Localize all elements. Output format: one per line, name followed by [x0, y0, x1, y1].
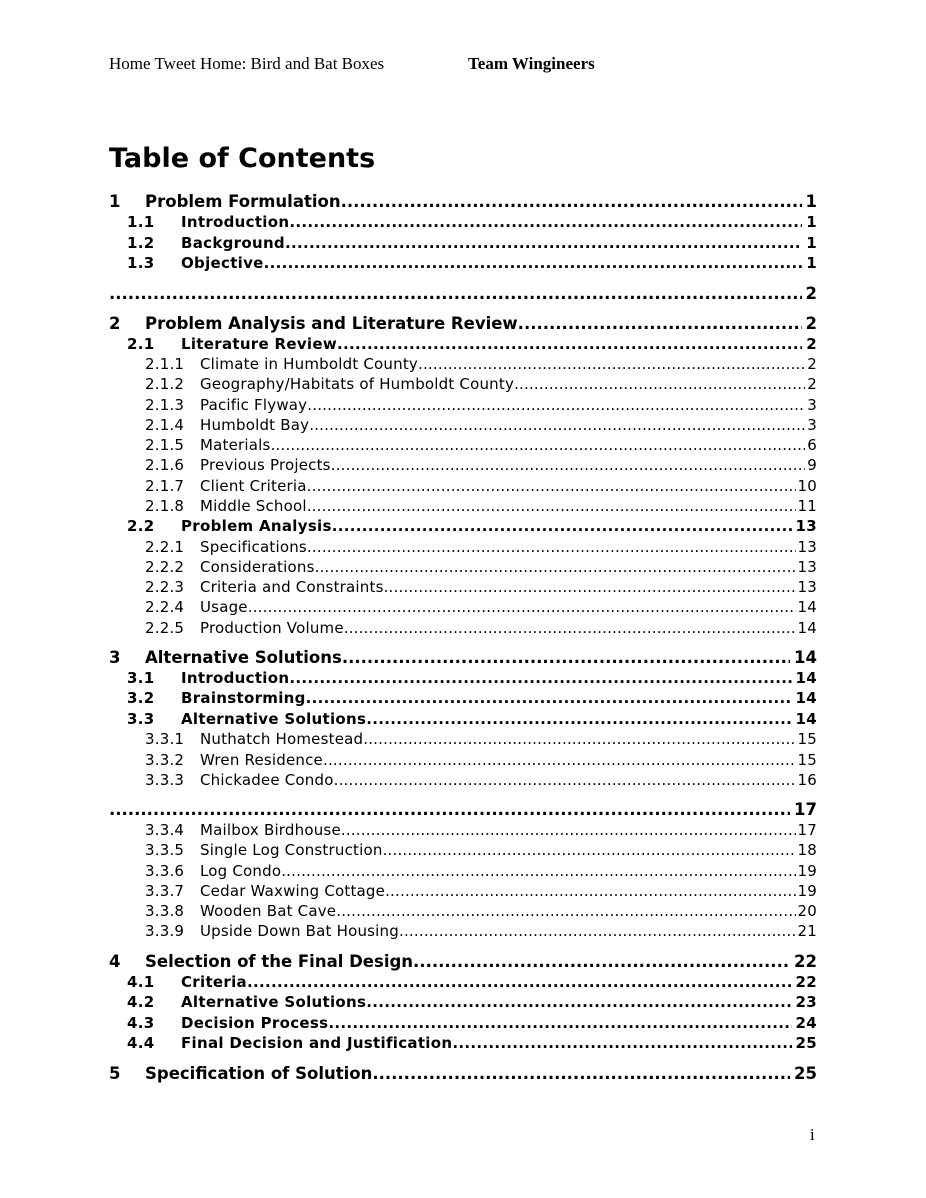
toc-entry[interactable] — [109, 1033, 817, 1054]
toc-entry[interactable] — [109, 455, 817, 475]
toc-entry-number: 1.2 — [127, 233, 155, 252]
toc-dot-leader — [342, 648, 790, 668]
toc-entry-number: 1.1 — [127, 213, 155, 231]
toc-entry-page: 24 — [795, 1013, 817, 1032]
toc-entry[interactable] — [109, 901, 817, 921]
toc-dot-leader — [366, 709, 791, 730]
toc-entry-page: 2 — [805, 313, 817, 333]
toc-dot-leader — [514, 374, 805, 394]
toc-entry-page: 15 — [797, 750, 817, 769]
toc-entry-page: 13 — [797, 557, 817, 576]
toc-entry[interactable] — [109, 921, 817, 941]
toc-entry-number: 3.2 — [127, 689, 155, 708]
toc-entry[interactable] — [109, 972, 817, 993]
toc-entry-number: 2 — [109, 313, 121, 333]
toc-entry-number: 2.1.8 — [145, 496, 185, 515]
toc-dot-leader — [452, 1033, 791, 1054]
toc-entry-title: Considerations — [200, 557, 315, 576]
toc-dot-leader — [309, 415, 805, 435]
toc-dot-leader — [341, 192, 802, 212]
toc-entry[interactable] — [109, 415, 817, 435]
toc-entry-page: 11 — [797, 496, 817, 515]
toc-entry-title: Introduction — [181, 668, 290, 687]
toc-entry-title: Selection of the Final Design — [145, 951, 414, 971]
toc-entry-title: Final Decision and Justification — [181, 1034, 453, 1052]
toc-entry-number: 2.2.5 — [145, 618, 185, 637]
toc-entry-title: Specification of Solution — [145, 1063, 373, 1083]
toc-entry-number: 2.2.1 — [145, 537, 185, 556]
toc-dot-leader — [307, 537, 796, 557]
toc-dot-leader — [306, 688, 792, 709]
toc-entry-title: Production Volume — [200, 618, 344, 637]
toc-dot-leader — [328, 1013, 791, 1034]
toc-entry-page: 10 — [797, 476, 817, 495]
header-team-name: Team Wingineers — [468, 54, 595, 73]
toc-dot-leader — [285, 233, 802, 254]
toc-entry[interactable] — [109, 688, 817, 709]
toc-entry-number: 3.3.7 — [145, 881, 185, 900]
toc-entry-title: Wren Residence — [200, 750, 323, 769]
toc-entry-title: Previous Projects — [200, 456, 331, 475]
toc-dot-leader — [337, 334, 802, 355]
toc-entry-page: 14 — [797, 618, 817, 637]
toc-entry[interactable] — [109, 648, 817, 668]
toc-entry-page: 14 — [795, 668, 817, 687]
toc-entry-page: 22 — [795, 972, 817, 991]
toc-entry-number: 2.2 — [127, 517, 155, 535]
toc-entry-title: Geography/Habitats of Humboldt County — [200, 375, 515, 394]
toc-entry-title: Usage — [200, 598, 248, 617]
toc-entry-page: 22 — [794, 951, 817, 971]
toc-dot-leader — [518, 314, 802, 334]
toc-entry-page: 13 — [797, 578, 817, 596]
toc-entry[interactable] — [109, 1013, 817, 1034]
toc-dot-leader — [372, 1064, 790, 1084]
toc-entry-page: 6 — [807, 436, 817, 454]
toc-entry-number: 3.3.3 — [145, 770, 185, 789]
toc-entry-page: 1 — [806, 213, 817, 231]
toc-dot-leader — [109, 800, 790, 820]
toc-entry-number: 3.3.1 — [145, 730, 185, 749]
toc-entry-title: Alternative Solutions — [181, 709, 367, 728]
toc-entry[interactable] — [109, 992, 817, 1013]
toc-dot-leader — [315, 557, 796, 577]
toc-entry-number: 3 — [109, 647, 121, 667]
toc-entry-number: 4 — [109, 951, 121, 971]
toc-entry-number: 2.1.2 — [145, 375, 185, 394]
toc-entry[interactable] — [109, 1064, 817, 1084]
toc-entry-page: 13 — [797, 537, 817, 556]
toc-entry-number: 4.1 — [127, 972, 155, 991]
toc-entry-title: Materials — [200, 436, 271, 454]
toc-entry-number: 2.1.7 — [145, 476, 185, 495]
toc-entry[interactable] — [109, 668, 817, 689]
toc-entry[interactable] — [109, 770, 817, 790]
toc-entry[interactable] — [109, 253, 817, 274]
toc-entry-page: 2 — [806, 334, 817, 353]
page-number: i — [810, 1125, 815, 1144]
toc-entry-page: 14 — [797, 598, 817, 617]
toc-entry-title: Brainstorming — [181, 689, 306, 708]
toc-entry-page: 3 — [807, 415, 817, 434]
toc-heading: Table of Contents — [109, 143, 376, 174]
toc-dot-leader — [289, 212, 802, 233]
table-of-contents — [109, 192, 817, 1084]
toc-entry-page: 13 — [795, 517, 817, 535]
toc-entry-title: Single Log Construction — [200, 841, 383, 860]
toc-entry-number: 3.1 — [127, 668, 155, 687]
toc-entry-title: Client Criteria — [200, 476, 307, 495]
toc-entry-title: Log Condo — [200, 861, 282, 880]
toc-entry-page: 1 — [806, 254, 817, 272]
toc-entry-title: Problem Analysis and Literature Review — [145, 313, 518, 333]
toc-dot-leader — [264, 253, 803, 274]
toc-dot-leader — [385, 881, 795, 901]
toc-entry-number: 4.4 — [127, 1034, 155, 1052]
toc-entry-number: 3.3.8 — [145, 902, 185, 920]
toc-entry-number: 2.1.5 — [145, 436, 185, 454]
toc-entry-number: 2.2.4 — [145, 598, 185, 617]
toc-dot-leader — [289, 668, 791, 689]
toc-entry-title: Cedar Waxwing Cottage — [200, 881, 386, 900]
toc-entry[interactable] — [109, 861, 817, 881]
toc-entry-number: 3.3.9 — [145, 922, 185, 941]
toc-entry-number: 4.2 — [127, 993, 155, 1011]
toc-dot-leader — [281, 861, 795, 881]
toc-entry[interactable] — [109, 374, 817, 394]
toc-entry-title: Middle School — [200, 496, 307, 515]
toc-entry-number: 2.1.1 — [145, 355, 185, 373]
toc-entry-page: 2 — [807, 375, 817, 394]
toc-entry-title: Literature Review — [181, 334, 337, 353]
toc-entry[interactable] — [109, 557, 817, 577]
toc-entry-page: 14 — [794, 647, 817, 667]
toc-entry-title: Specifications — [200, 537, 307, 556]
toc-entry-number: 3.3.6 — [145, 861, 185, 880]
toc-entry[interactable] — [109, 496, 817, 516]
toc-entry-title: Criteria — [181, 972, 247, 991]
toc-dot-leader — [344, 618, 796, 638]
toc-entry-page: 2 — [805, 283, 817, 303]
toc-entry[interactable] — [109, 192, 817, 212]
toc-entry-page: 25 — [795, 1034, 817, 1052]
toc-dot-leader — [307, 496, 796, 516]
toc-entry[interactable] — [109, 800, 817, 820]
toc-entry[interactable] — [109, 334, 817, 355]
toc-entry-title: Nuthatch Homestead — [200, 730, 364, 749]
toc-entry-page: 1 — [806, 233, 817, 252]
toc-dot-leader — [366, 992, 791, 1013]
toc-dot-leader — [109, 284, 802, 304]
toc-entry[interactable] — [109, 476, 817, 496]
toc-entry-number: 2.2.3 — [145, 578, 185, 596]
toc-entry-page: 18 — [797, 841, 817, 860]
toc-entry-title: Alternative Solutions — [145, 647, 342, 667]
toc-entry-page: 20 — [797, 902, 817, 920]
toc-entry-title: Decision Process — [181, 1013, 329, 1032]
toc-dot-leader — [307, 476, 796, 496]
toc-entry[interactable] — [109, 597, 817, 617]
toc-dot-leader — [307, 395, 805, 415]
toc-entry[interactable] — [109, 709, 817, 730]
toc-dot-leader — [399, 921, 796, 941]
toc-dot-leader — [248, 597, 796, 617]
toc-entry[interactable] — [109, 577, 817, 597]
toc-entry-page: 17 — [797, 821, 817, 839]
toc-entry[interactable] — [109, 618, 817, 638]
toc-dot-leader — [332, 516, 792, 537]
toc-dot-leader — [384, 577, 796, 597]
toc-dot-leader — [331, 455, 806, 475]
toc-entry-title: Chickadee Condo — [200, 770, 334, 789]
toc-entry-number: 1.3 — [127, 254, 155, 272]
toc-entry-number: 3.3.4 — [145, 821, 185, 839]
toc-dot-leader — [334, 770, 796, 790]
toc-entry[interactable] — [109, 314, 817, 334]
toc-dot-leader — [418, 354, 805, 374]
toc-entry-page: 1 — [805, 192, 817, 211]
toc-entry-page: 21 — [797, 922, 817, 941]
toc-dot-leader — [271, 435, 806, 455]
toc-entry-page: 14 — [795, 689, 817, 708]
toc-entry-title: Upside Down Bat Housing — [200, 922, 399, 941]
toc-entry-title: Pacific Flyway — [200, 395, 308, 414]
toc-entry-title: Background — [181, 233, 285, 252]
toc-entry-number: 3.3 — [127, 709, 155, 728]
toc-entry[interactable] — [109, 820, 817, 840]
toc-entry[interactable] — [109, 750, 817, 770]
toc-entry[interactable] — [109, 212, 817, 233]
toc-entry-title: Problem Formulation — [145, 192, 341, 211]
toc-entry[interactable] — [109, 840, 817, 860]
toc-entry[interactable] — [109, 284, 817, 304]
toc-entry-number: 5 — [109, 1063, 121, 1083]
toc-entry[interactable] — [109, 435, 817, 455]
toc-entry-page: 19 — [797, 861, 817, 880]
toc-entry-page: 17 — [794, 800, 817, 819]
toc-entry-number: 2.2.2 — [145, 557, 185, 576]
toc-entry-page: 9 — [807, 456, 817, 475]
toc-entry-number: 3.3.5 — [145, 841, 185, 860]
toc-entry-title: Wooden Bat Cave — [200, 902, 337, 920]
header-document-title: Home Tweet Home: Bird and Bat Boxes — [109, 54, 385, 73]
toc-entry[interactable] — [109, 952, 817, 972]
toc-dot-leader — [413, 952, 790, 972]
toc-dot-leader — [341, 820, 796, 840]
toc-entry-number: 2.1 — [127, 334, 155, 353]
toc-entry-title: Mailbox Birdhouse — [200, 821, 341, 839]
toc-entry-number: 4.3 — [127, 1013, 155, 1032]
toc-entry-title: Alternative Solutions — [181, 993, 367, 1011]
toc-entry-page: 2 — [807, 355, 817, 373]
toc-entry-page: 15 — [797, 730, 817, 749]
toc-entry[interactable] — [109, 729, 817, 749]
toc-dot-leader — [363, 729, 795, 749]
toc-entry-title: Problem Analysis — [181, 517, 332, 535]
toc-entry[interactable] — [109, 537, 817, 557]
toc-dot-leader — [323, 750, 796, 770]
toc-entry-page: 16 — [797, 770, 817, 789]
toc-entry[interactable] — [109, 881, 817, 901]
toc-entry-page: 3 — [807, 395, 817, 414]
toc-entry-page: 14 — [795, 709, 817, 728]
toc-entry-number: 1 — [109, 192, 121, 211]
page-header — [109, 54, 829, 78]
toc-entry-number: 2.1.3 — [145, 395, 185, 414]
toc-dot-leader — [383, 840, 796, 860]
toc-entry-page: 23 — [795, 993, 817, 1011]
toc-dot-leader — [247, 972, 792, 993]
toc-dot-leader — [336, 901, 795, 921]
toc-entry[interactable] — [109, 233, 817, 254]
toc-entry-page: 25 — [794, 1063, 817, 1083]
toc-entry-number: 3.3.2 — [145, 750, 185, 769]
toc-entry-number: 2.1.4 — [145, 415, 185, 434]
toc-entry-title: Objective — [181, 254, 264, 272]
toc-entry-title: Humboldt Bay — [200, 415, 310, 434]
toc-entry-page: 19 — [797, 881, 817, 900]
toc-entry-title: Criteria and Constraints — [200, 578, 384, 596]
toc-entry[interactable] — [109, 354, 817, 374]
toc-entry-title: Climate in Humboldt County — [200, 355, 418, 373]
toc-entry-number: 2.1.6 — [145, 456, 185, 475]
toc-entry[interactable] — [109, 395, 817, 415]
toc-entry-title: Introduction — [181, 213, 290, 231]
toc-entry[interactable] — [109, 516, 817, 537]
